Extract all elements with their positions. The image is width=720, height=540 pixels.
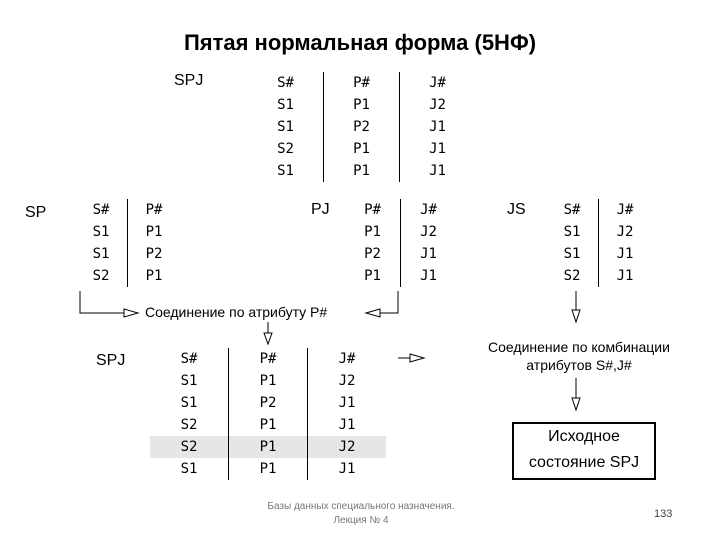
table-cell: J1 <box>401 265 457 287</box>
table-cell: P1 <box>128 265 181 287</box>
spj-result-label: SPJ <box>96 352 126 369</box>
column-header: P# <box>324 72 400 94</box>
arrow-left-icon <box>366 309 380 317</box>
table-cell: J1 <box>308 392 387 414</box>
arrow-down-icon-3 <box>572 398 580 410</box>
sp-connector-line <box>80 291 124 313</box>
pj-connector-line <box>380 291 398 313</box>
table-cell: J1 <box>400 138 476 160</box>
table-cell: S2 <box>563 268 581 284</box>
sp-label: SP <box>25 204 47 221</box>
table-cell: S1 <box>563 224 581 240</box>
table-cell: J2 <box>401 221 457 243</box>
table-cell: J1 <box>400 160 476 182</box>
table-cell: S2 <box>180 417 198 433</box>
table-cell: J1 <box>401 243 457 265</box>
table-cell: J2 <box>308 436 387 458</box>
table-cell: S1 <box>180 373 198 389</box>
table-cell: P1 <box>364 268 381 284</box>
table-cell: S1 <box>92 224 110 240</box>
table-cell: S2 <box>277 141 294 157</box>
table-cell: J2 <box>308 370 387 392</box>
table-cell: P1 <box>229 436 308 458</box>
column-header: P# <box>364 202 381 218</box>
page-title: Пятая нормальная форма (5НФ) <box>183 30 537 55</box>
spj-top-label: SPJ <box>174 72 204 89</box>
page-number: 133 <box>654 508 673 520</box>
arrow-down-icon <box>264 333 272 344</box>
table-cell: S1 <box>180 395 198 411</box>
column-header: S# <box>180 351 198 367</box>
table-cell: J2 <box>599 221 652 243</box>
join-sj-label: Соединение по комбинации атрибутов S#,J# <box>488 339 670 373</box>
arrow-right-icon <box>124 309 138 317</box>
column-header: J# <box>599 199 652 221</box>
table-cell: S1 <box>277 163 294 179</box>
pj-label: PJ <box>311 201 330 218</box>
table-cell: S2 <box>92 268 110 284</box>
column-header: S# <box>563 202 581 218</box>
table-cell: S1 <box>180 461 198 477</box>
initial-state-line2: состояние SPJ <box>528 454 640 471</box>
table-cell: J1 <box>308 414 387 436</box>
arrow-down-icon-2 <box>572 310 580 322</box>
column-header: J# <box>308 348 387 370</box>
table-cell: P1 <box>364 224 381 240</box>
table-cell: P1 <box>324 138 400 160</box>
table-cell: S1 <box>92 246 110 262</box>
table-cell: S1 <box>277 119 294 135</box>
table-cell: P1 <box>229 458 308 480</box>
table-cell: P1 <box>324 160 400 182</box>
table-cell: P2 <box>324 116 400 138</box>
initial-state-line1: Исходное <box>548 428 620 445</box>
table-cell: J1 <box>599 243 652 265</box>
table-cell: P2 <box>128 243 181 265</box>
table-cell: P1 <box>229 370 308 392</box>
column-header: J# <box>400 72 476 94</box>
table-cell: S1 <box>563 246 581 262</box>
table-cell: P1 <box>229 414 308 436</box>
table-cell: J1 <box>400 116 476 138</box>
table-cell: J2 <box>400 94 476 116</box>
table-cell: P2 <box>229 392 308 414</box>
table-cell: J1 <box>308 458 387 480</box>
table-cell: P1 <box>324 94 400 116</box>
column-header: S# <box>92 202 110 218</box>
js-label: JS <box>507 201 526 218</box>
table-cell: S2 <box>150 436 229 458</box>
footer-lecture: Лекция № 4 <box>333 515 389 526</box>
arrow-right-icon-2 <box>410 354 424 362</box>
table-cell: J1 <box>599 265 652 287</box>
table-cell: S1 <box>277 97 294 113</box>
column-header: J# <box>401 199 457 221</box>
footer-course: Базы данных специального назначения. <box>267 501 455 512</box>
column-header: S# <box>277 75 294 91</box>
table-cell: P2 <box>364 246 381 262</box>
column-header: P# <box>128 199 181 221</box>
column-header: P# <box>229 348 308 370</box>
join-p-label: Соединение по атрибуту P# <box>145 304 328 320</box>
table-cell: P1 <box>128 221 181 243</box>
